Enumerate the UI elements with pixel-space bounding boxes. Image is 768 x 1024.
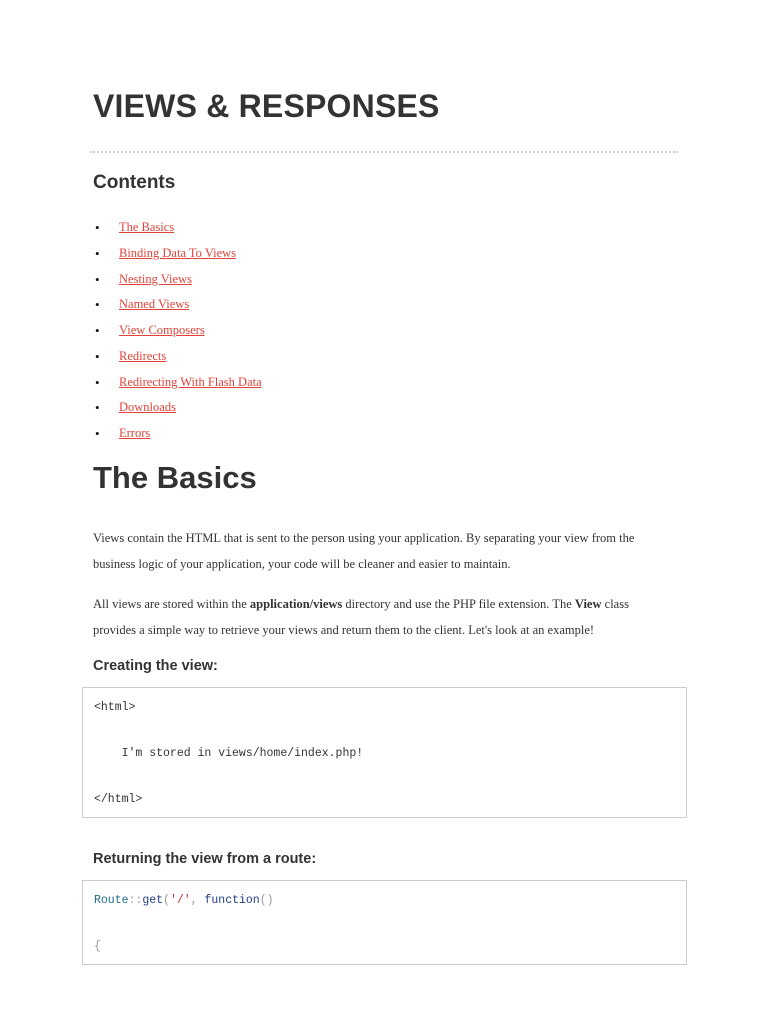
- toc-item: [93, 318, 262, 344]
- paragraph-intro: Views contain the HTML that is sent to the person using your application. By separating your view from the business logic of your application, your code will be cleaner and easier to maintain.: [93, 531, 635, 571]
- code-token-string: '/': [169, 894, 191, 907]
- contents-heading: Contents: [93, 172, 176, 193]
- code-line: {: [94, 940, 101, 953]
- code-token-keyword: function: [204, 894, 260, 907]
- toc-item: [93, 292, 262, 318]
- toc-link-redirecting-flash[interactable]: Redirecting With Flash Data: [119, 374, 262, 389]
- paragraph-views-location: [93, 591, 673, 643]
- paragraph-text: All views are stored within the: [93, 597, 250, 611]
- code-token-punct: (): [259, 894, 274, 907]
- code-block-route: [82, 880, 687, 965]
- code-token-punct: ::: [128, 894, 143, 907]
- code-token-punct: (: [163, 894, 170, 907]
- code-line: [94, 894, 274, 907]
- section-title: The Basics: [93, 460, 257, 495]
- toc-link-errors[interactable]: Errors: [119, 426, 151, 440]
- toc-item: [93, 395, 262, 421]
- paragraph-text: class provides a simple way to retrieve your views and return them to the client. Let's look at an example!: [93, 597, 629, 637]
- code-line: <html>: [94, 701, 136, 714]
- toc-item: [93, 370, 262, 396]
- toc-link-named-views[interactable]: Named Views: [119, 297, 190, 312]
- paragraph-text: directory and use the PHP file extension. The: [342, 597, 575, 611]
- toc-item: [93, 215, 262, 241]
- subheading-creating-view: Creating the view:: [93, 658, 218, 674]
- toc-item: [93, 241, 262, 267]
- subheading-returning-view: Returning the view from a route:: [93, 851, 317, 867]
- code-line: I'm stored in views/home/index.php!: [94, 747, 364, 760]
- code-token-class: Route: [94, 894, 129, 907]
- code-block-view: [82, 687, 687, 818]
- view-class-term: View: [574, 597, 602, 611]
- table-of-contents: [93, 215, 262, 447]
- toc-link-downloads[interactable]: Downloads: [119, 400, 176, 415]
- toc-link-redirects[interactable]: Redirects: [119, 348, 167, 363]
- views-directory-term: application/views: [249, 597, 343, 611]
- toc-link-the-basics[interactable]: The Basics: [119, 220, 175, 234]
- code-token-punct: ,: [190, 894, 205, 907]
- toc-item: [93, 421, 262, 447]
- title-divider: [90, 151, 678, 153]
- toc-item: [93, 344, 262, 370]
- toc-link-binding-data[interactable]: Binding Data To Views: [119, 245, 237, 260]
- toc-item: [93, 267, 262, 293]
- toc-link-view-composers[interactable]: View Composers: [119, 323, 205, 337]
- page-title: VIEWS & RESPONSES: [93, 88, 440, 124]
- code-line: </html>: [94, 793, 143, 806]
- toc-link-nesting-views[interactable]: Nesting Views: [119, 271, 192, 286]
- code-token-method: get: [142, 894, 164, 907]
